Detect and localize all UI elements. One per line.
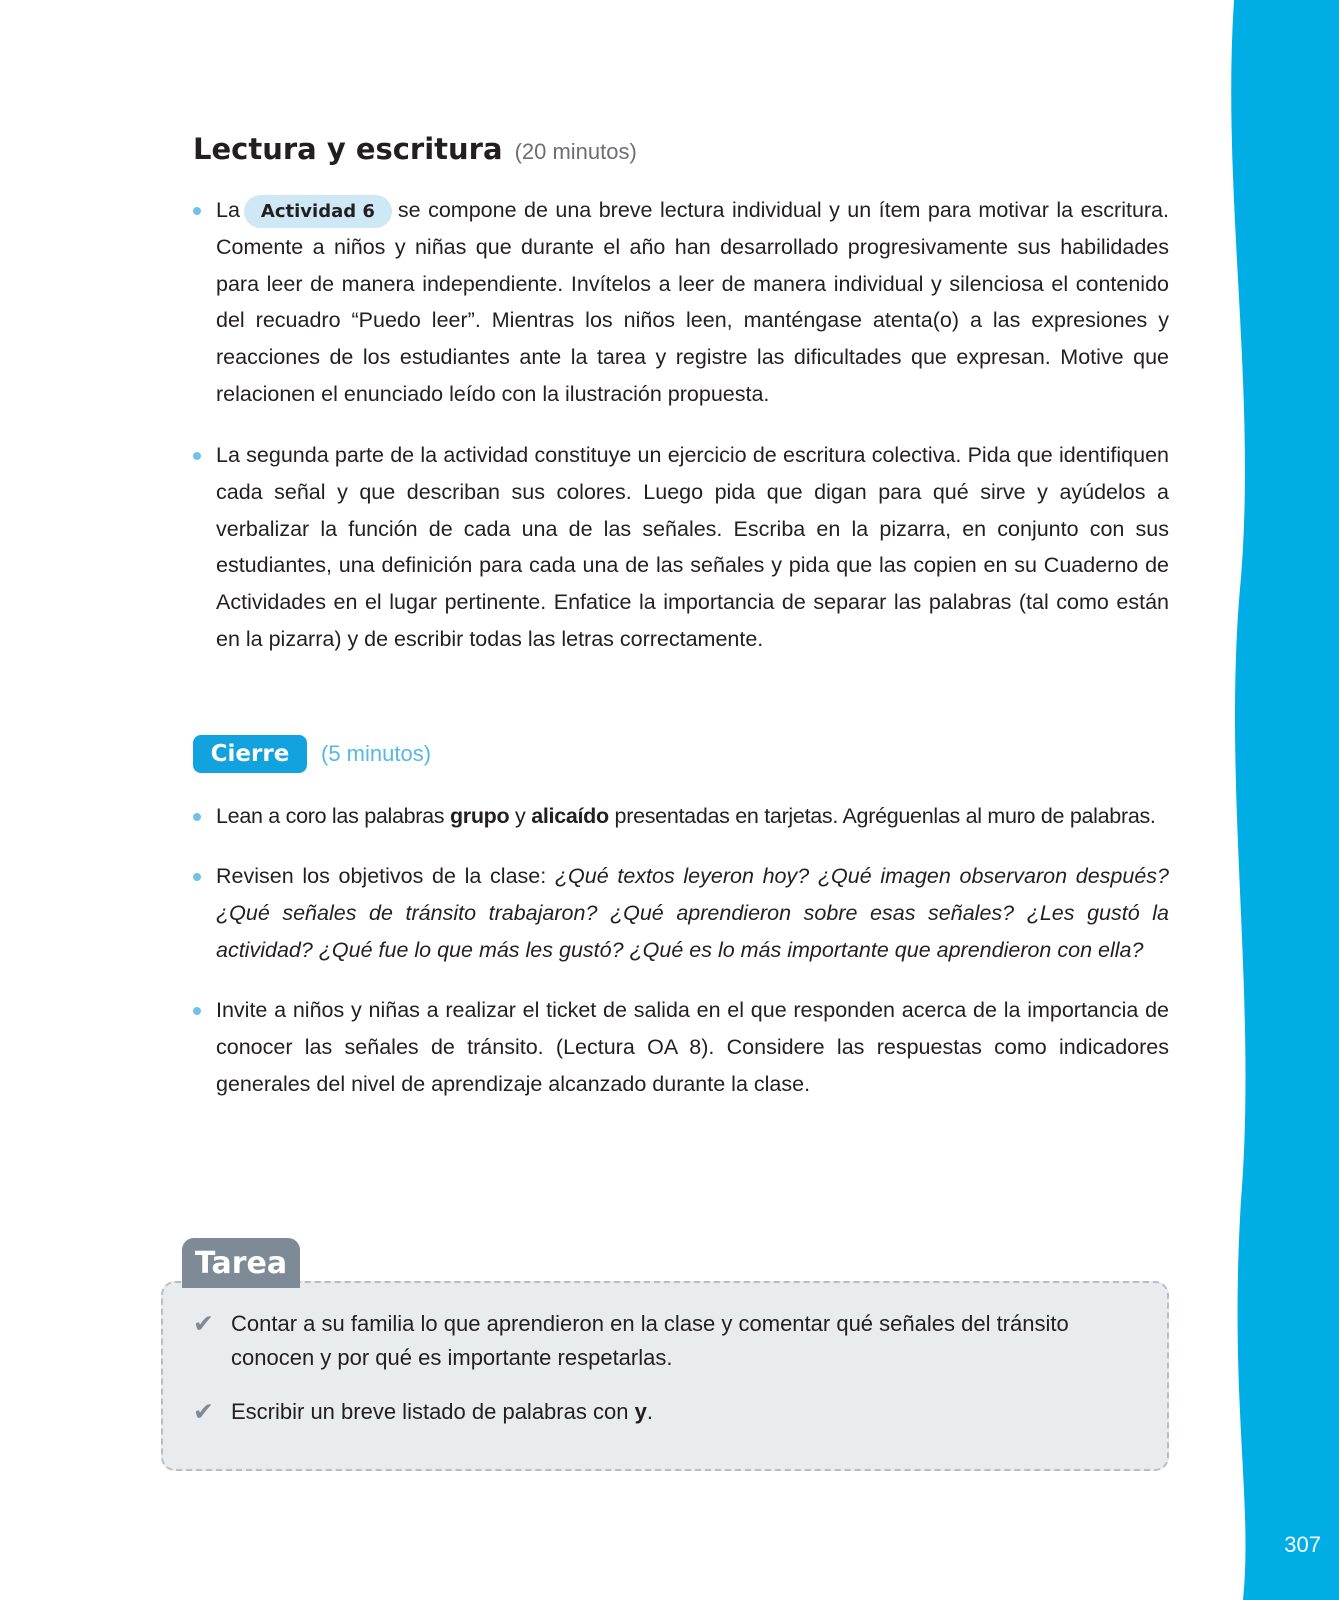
bullet-list-writing	[193, 437, 1169, 658]
cierre-time: (5 minutos)	[321, 741, 432, 766]
task-item	[193, 1395, 1111, 1429]
bullet-text: Revisen los objetivos de la clase:	[216, 864, 547, 888]
bullet-text: presentadas en tarjetas. Agréguenlas al muro de palabras.	[614, 804, 1156, 828]
cierre-header	[193, 735, 431, 773]
bullet-text: Invite a niños y niñas a realizar el ticket de salida en el que responden acerca de la importancia de conocer las señales de tránsito. (Lectura OA 8). Considere las respuestas como indicadores generales del nivel de aprendizaje alcanzado durante la clase.	[216, 998, 1169, 1096]
section-title: Lectura y escritura	[193, 132, 503, 166]
section-time: (20 minutos)	[514, 139, 637, 164]
bullet-icon	[193, 1007, 201, 1015]
bullet-lead: La	[216, 198, 240, 222]
word-grupo: grupo	[449, 804, 510, 828]
bullet-list-cierre-2	[193, 858, 1169, 968]
check-icon: ✔	[193, 1310, 214, 1338]
task-item	[193, 1307, 1111, 1375]
objective-questions: ¿Qué textos leyeron hoy? ¿Qué imagen observaron después? ¿Qué señales de tránsito trabajaron? ¿Qué aprendieron sobre esas señales? ¿Les gustó la actividad? ¿Qué fue lo que más les gustó? ¿Qué es lo más importante que aprendieron con ella?	[216, 864, 1169, 962]
bullet-text: se compone de una breve lectura individual y un ítem para motivar la escritura. Comente a niños y niñas que durante el año han desarrollado progresivamente sus habilidades para leer de manera independiente. Invítelos a leer de manera individual y silenciosa el contenido del recuadro “Puedo leer”. Mientras los niños leen, manténgase atenta(o) a las expresiones y reacciones de los estudiantes ante la tarea y registre las dificultades que expresan. Motive que relacionen el enunciado leído con la ilustración propuesta.	[216, 198, 1169, 406]
bullet-list-reading	[193, 192, 1169, 413]
list-item	[193, 992, 1169, 1102]
side-color-band	[1229, 0, 1339, 1600]
word-alicaido: alicaído	[531, 804, 609, 828]
task-text-main: Escribir un breve listado de palabras con	[231, 1399, 629, 1424]
list-item	[193, 858, 1169, 968]
bullet-icon	[193, 813, 201, 821]
activity-chip: Actividad 6	[244, 195, 392, 228]
bullet-icon	[193, 452, 201, 460]
bullet-text: Lean a coro las palabras	[216, 804, 445, 828]
task-letter: y	[634, 1399, 647, 1424]
bullet-text: La segunda parte de la actividad constituye un ejercicio de escritura colectiva. Pida que identifiquen cada señal y que describan sus colores. Luego pida que digan para qué sirve y ayúdelos a verbalizar la función de cada una de las señales. Escriba en la pizarra, en conjunto con sus estudiantes, una definición para cada una de las señales y pida que las copien en su Cuaderno de Actividades en el lugar pertinente. Enfatice la importancia de separar las palabras (tal como están en la pizarra) y de escribir todas las letras correctamente.	[216, 443, 1169, 651]
list-item	[193, 192, 1169, 413]
tarea-title: Tarea	[182, 1238, 300, 1288]
bullet-icon	[193, 207, 201, 215]
page-number: 307	[1284, 1532, 1321, 1557]
cierre-label: Cierre	[193, 735, 307, 773]
bullet-list-cierre-3	[193, 992, 1169, 1102]
task-text: Contar a su familia lo que aprendieron en la clase y comentar qué señales del tránsito conocen y por qué es importante respetarlas.	[231, 1311, 1069, 1370]
bullet-list-cierre-1	[193, 798, 1169, 835]
bullet-text: y	[515, 804, 526, 828]
task-text	[231, 1395, 1111, 1429]
check-icon: ✔	[193, 1398, 214, 1426]
tarea-box	[161, 1281, 1169, 1471]
list-item	[193, 437, 1169, 658]
list-item	[193, 798, 1169, 835]
task-period: .	[646, 1399, 653, 1424]
bullet-icon	[193, 873, 201, 881]
section-header	[193, 132, 637, 166]
